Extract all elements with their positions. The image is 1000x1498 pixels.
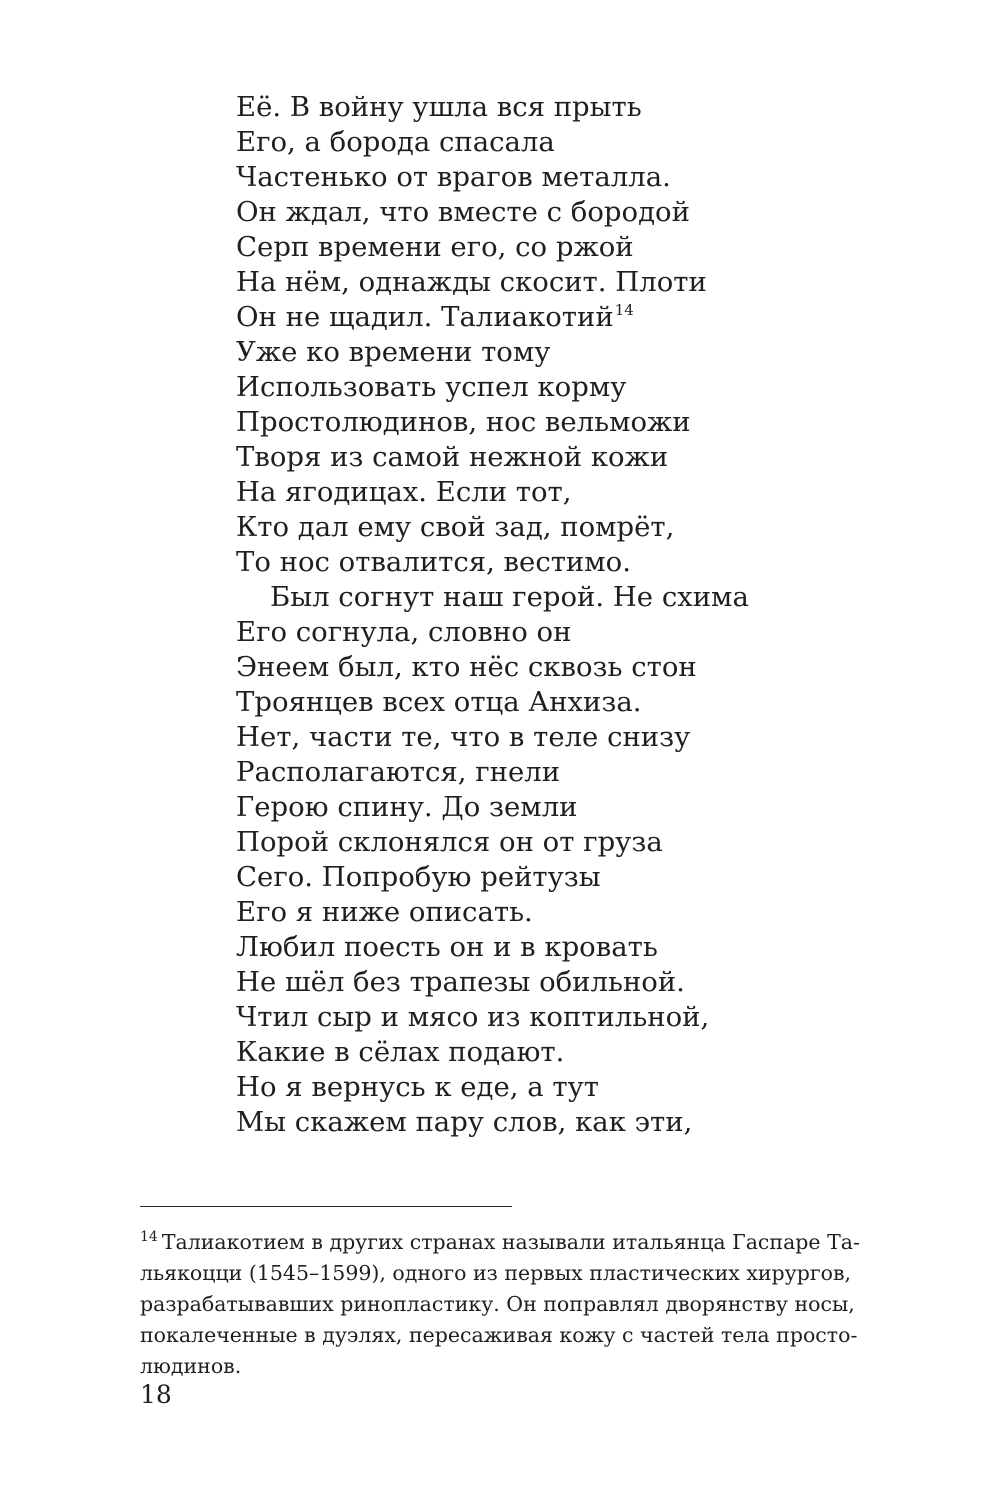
poem-line: Его согнула, словно он [236, 616, 572, 648]
footnote-text: Талиакотием в других странах называли итальянца Гаспаре Та- [161, 1230, 860, 1254]
footnote-line [140, 1227, 870, 1258]
footnote-line: покалеченные в дуэлях, пересаживая кожу с частей тела просто- [140, 1323, 858, 1347]
footnote [140, 1227, 870, 1382]
poem-line: Какие в сёлах подают. [236, 1036, 565, 1068]
poem-stanza [236, 90, 936, 1140]
poem-line: Любил поесть он и в кровать [236, 931, 658, 963]
poem-line: Его я ниже описать. [236, 896, 533, 928]
footnote-divider [140, 1206, 512, 1207]
poem-line: Не шёл без трапезы обильной. [236, 966, 685, 998]
poem-line: Мы скажем пару слов, как эти, [236, 1106, 693, 1138]
poem-line: Располагаются, гнели [236, 756, 561, 788]
footnote-line: разрабатывавших ринопластику. Он поправлял дворянству носы, [140, 1292, 855, 1316]
poem-line: Частенько от врагов металла. [236, 161, 671, 193]
poem-line: Он ждал, что вместе с бородой [236, 196, 690, 228]
poem-line-with-footnote [236, 300, 936, 335]
footnote-line: людинов. [140, 1354, 242, 1378]
poem-line: Его, а борода спасала [236, 126, 555, 158]
poem-line: На нём, однажды скосит. Плоти [236, 266, 707, 298]
poem-line: Уже ко времени тому [236, 336, 551, 368]
poem-line: Использовать успел корму [236, 371, 627, 403]
poem-line: Троянцев всех отца Анхиза. [236, 686, 642, 718]
poem-line: Простолюдинов, нос вельможи [236, 406, 691, 438]
poem-line: То нос отвалится, вестимо. [236, 546, 631, 578]
poem-line: Творя из самой нежной кожи [236, 441, 669, 473]
poem-line: Чтил сыр и мясо из коптильной, [236, 1001, 710, 1033]
poem-line-indented: Был согнут наш герой. Не схима [270, 581, 749, 613]
poem-line: Сего. Попробую рейтузы [236, 861, 601, 893]
footnote-line: льякоцци (1545–1599), одного из первых пластических хирургов, [140, 1261, 852, 1285]
footnote-reference[interactable]: 14 [614, 301, 634, 319]
poem-line: Кто дал ему свой зад, помрёт, [236, 511, 675, 543]
poem-line: На ягодицах. Если тот, [236, 476, 572, 508]
poem-line: Но я вернусь к еде, а тут [236, 1071, 599, 1103]
poem-line: Порой склонялся он от груза [236, 826, 663, 858]
poem-line: Энеем был, кто нёс сквозь стон [236, 651, 697, 683]
poem-line-text: Он не щадил. Талиакотий [236, 301, 614, 333]
poem-line: Серп времени его, со ржой [236, 231, 634, 263]
footnote-number: 14 [140, 1229, 158, 1245]
poem-line: Герою спину. До земли [236, 791, 578, 823]
page-number: 18 [140, 1380, 172, 1409]
poem-line: Нет, части те, что в теле снизу [236, 721, 691, 753]
poem-line: Её. В войну ушла вся прыть [236, 91, 642, 123]
